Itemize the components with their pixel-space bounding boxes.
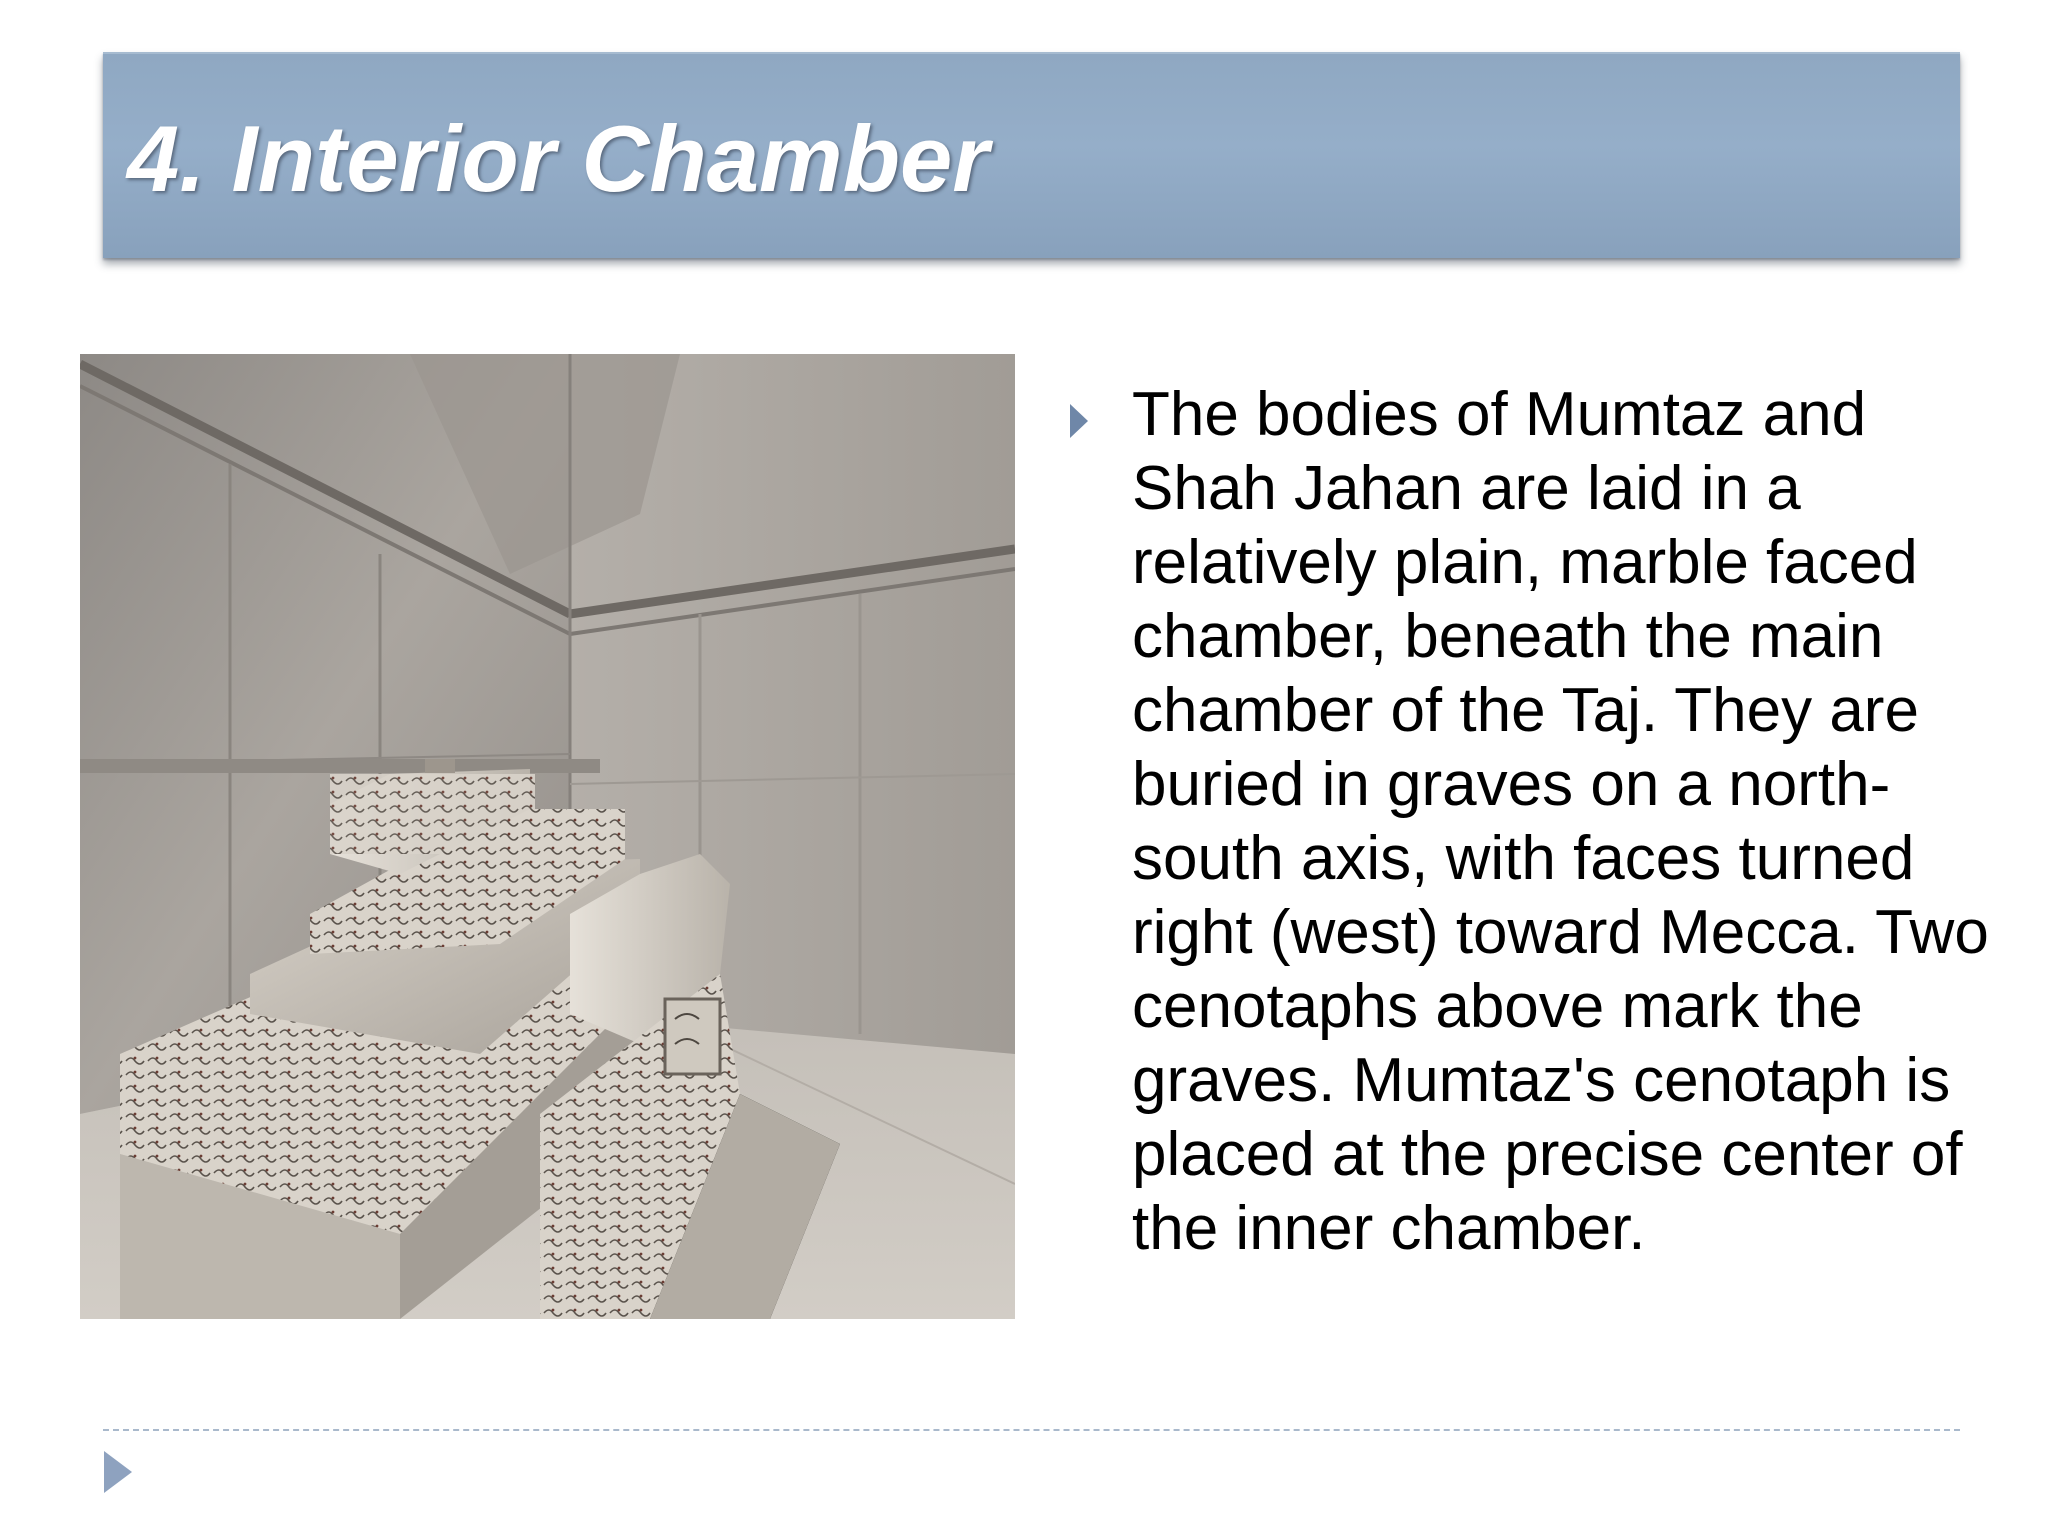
tomb-chamber-photo [80, 354, 1015, 1319]
footer-divider [103, 1429, 1960, 1431]
bullet-text: The bodies of Mumtaz and Shah Jahan are laid in a relatively plain, marble faced chamber, beneath the main chamber of the Taj. They are buried in graves on a north-south axis, with faces turned right (west) toward Mecca. Two cenotaphs above mark the graves. Mumtaz's cenotaph is placed at the precise center of the inner chamber. [1132, 380, 1989, 1263]
triangle-bullet-icon [1070, 404, 1088, 438]
title-bar [103, 52, 1960, 258]
slide-title: 4. Interior Chamber [127, 106, 989, 211]
triangle-arrow-icon [104, 1451, 132, 1493]
